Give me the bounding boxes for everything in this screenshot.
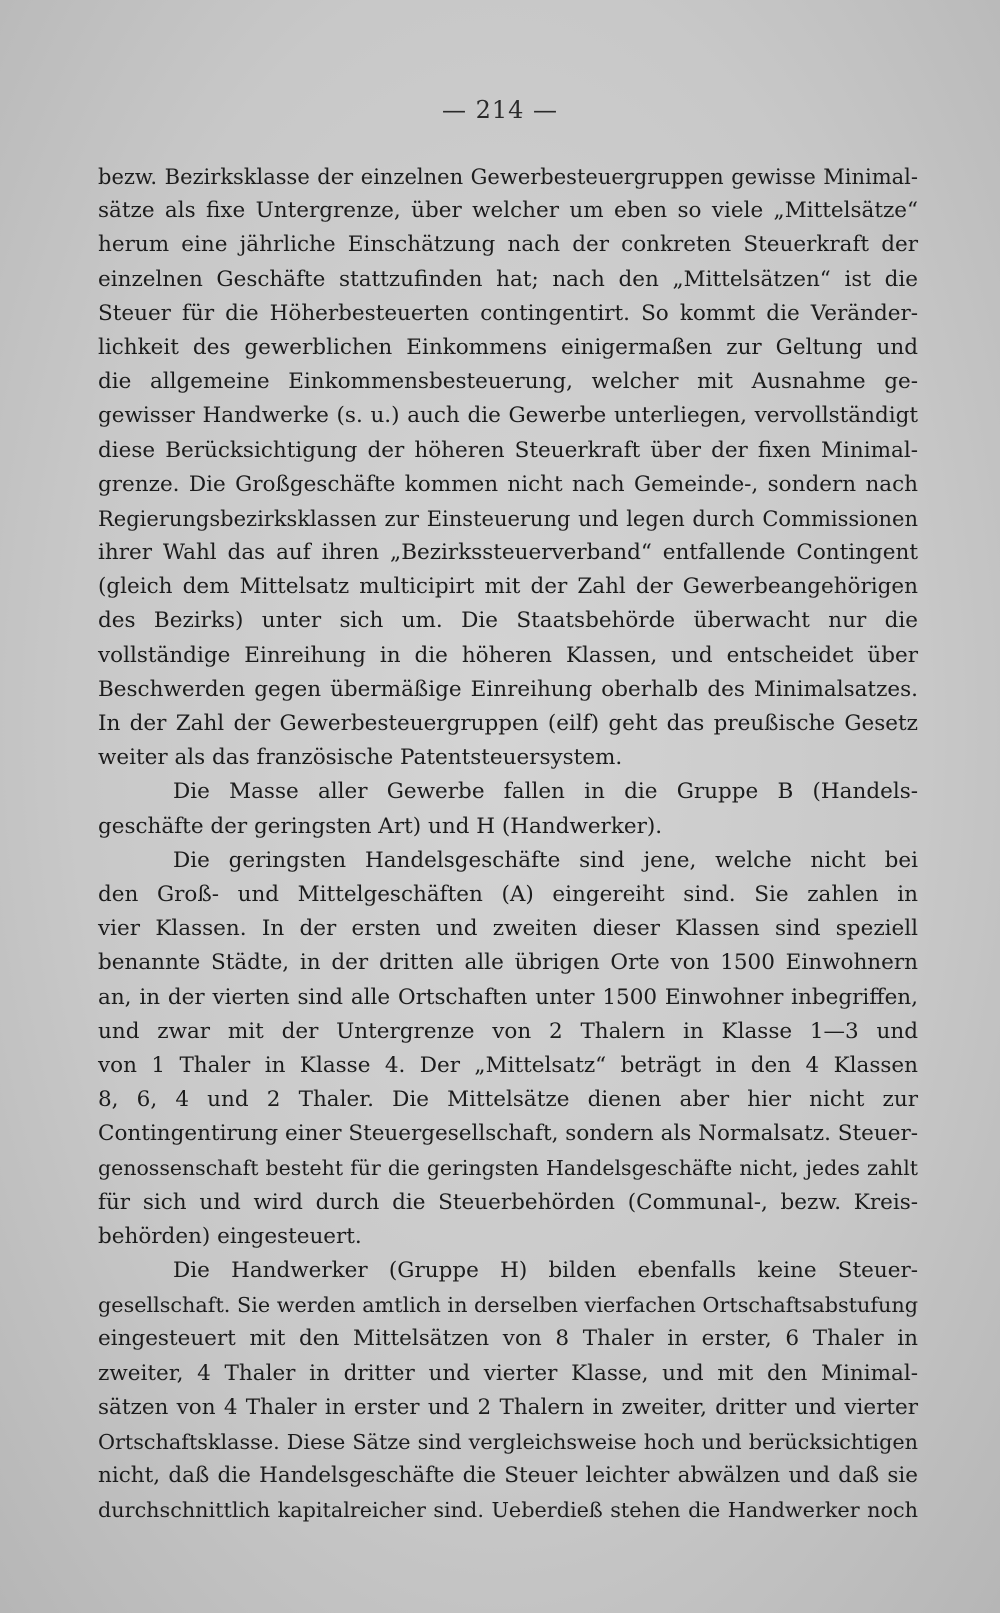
text-line: Die geringsten Handelsgeschäfte sind jene, welche nicht bei xyxy=(173,847,918,873)
text-line: Ortschaftsklasse. Diese Sätze sind vergleichsweise hoch und berücksichtigen xyxy=(98,1429,918,1454)
text-line: diese Berücksichtigung der höheren Steuerkraft über der fixen Minimal- xyxy=(98,437,918,463)
text-line: sätzen von 4 Thaler in erster und 2 Thalern in zweiter, dritter und vierter xyxy=(98,1394,918,1420)
text-line: Regierungsbezirksklassen zur Einsteuerung und legen durch Commissionen xyxy=(98,506,918,531)
text-line: die allgemeine Einkommensbesteuerung, welcher mit Ausnahme ge- xyxy=(98,369,918,395)
text-line: nicht, daß die Handelsgeschäfte die Steuer leichter abwälzen und daß sie xyxy=(98,1463,918,1489)
text-line: gesellschaft. Sie werden amtlich in derselben vierfachen Ortschaftsabstufung xyxy=(98,1293,919,1318)
text-line: Steuer für die Höherbesteuerten contingentirt. So kommt die Veränder- xyxy=(98,300,918,326)
text-line: Beschwerden gegen übermäßige Einreihung oberhalb des Minimalsatzes. xyxy=(98,676,918,702)
text-line: von 1 Thaler in Klasse 4. Der „Mittelsatz“ beträgt in den 4 Klassen xyxy=(98,1052,918,1078)
text-line: den Groß- und Mittelgeschäften (A) eingereiht sind. Sie zahlen in xyxy=(98,881,918,907)
text-line: bezw. Bezirksklasse der einzelnen Gewerbesteuergruppen gewisse Minimal- xyxy=(98,165,918,189)
text-line: 8, 6, 4 und 2 Thaler. Die Mittelsätze dienen aber hier nicht zur xyxy=(98,1087,918,1113)
text-line: vier Klassen. In der ersten und zweiten dieser Klassen sind speziell xyxy=(98,916,918,942)
text-line: gewisser Handwerke (s. u.) auch die Gewerbe unterliegen, vervollständigt xyxy=(98,403,918,429)
text-line: genossenschaft besteht für die geringsten Handelsgeschäfte nicht, jedes zahlt xyxy=(98,1156,918,1181)
text-line: grenze. Die Großgeschäfte kommen nicht nach Gemeinde-, sondern nach xyxy=(98,471,918,497)
text-line: In der Zahl der Gewerbesteuergruppen (eilf) geht das preußische Gesetz xyxy=(98,711,918,736)
text-line: des Bezirks) unter sich um. Die Staatsbehörde überwacht nur die xyxy=(98,608,918,634)
text-line: und zwar mit der Untergrenze von 2 Thalern in Klasse 1—3 und xyxy=(98,1018,918,1044)
text-line: Die Handwerker (Gruppe H) bilden ebenfalls keine Steuer- xyxy=(173,1258,918,1283)
text-line: an, in der vierten sind alle Ortschaften unter 1500 Einwohner inbegriffen, xyxy=(98,984,918,1010)
text-line: weiter als das französische Patentsteuersystem. xyxy=(98,745,623,771)
text-line: für sich und wird durch die Steuerbehörden (Communal-, bezw. Kreis- xyxy=(98,1189,918,1215)
text-line: durchschnittlich kapitalreicher sind. Ueberdieß stehen die Handwerker noch xyxy=(98,1498,918,1523)
text-line: Die Masse aller Gewerbe fallen in die Gruppe B (Handels- xyxy=(173,779,918,805)
body-text xyxy=(98,160,918,1528)
text-line: lichkeit des gewerblichen Einkommens einigermaßen zur Geltung und xyxy=(98,334,918,360)
text-line: ihrer Wahl das auf ihren „Bezirkssteuerverband“ entfallende Contingent xyxy=(98,540,918,566)
text-line: benannte Städte, in der dritten alle übrigen Orte von 1500 Einwohnern xyxy=(98,950,918,976)
text-line: behörden) eingesteuert. xyxy=(98,1223,362,1249)
text-line: vollständige Einreihung in die höheren Klassen, und entscheidet über xyxy=(98,642,918,668)
text-line: geschäfte der geringsten Art) und H (Handwerker). xyxy=(98,813,663,839)
page-number: — 214 — xyxy=(441,96,559,124)
text-line: sätze als fixe Untergrenze, über welcher um eben so viele „Mittelsätze“ xyxy=(98,198,918,224)
text-line: zweiter, 4 Thaler in dritter und vierter Klasse, und mit den Minimal- xyxy=(98,1360,918,1386)
text-line: (gleich dem Mittelsatz multicipirt mit der Zahl der Gewerbeangehörigen xyxy=(98,574,918,600)
text-line: einzelnen Geschäfte stattzufinden hat; nach den „Mittelsätzen“ ist die xyxy=(98,266,918,292)
text-line: eingesteuert mit den Mittelsätzen von 8 Thaler in erster, 6 Thaler in xyxy=(98,1326,918,1352)
text-line: Contingentirung einer Steuergesellschaft, sondern als Normalsatz. Steuer- xyxy=(98,1121,918,1147)
text-line: herum eine jährliche Einschätzung nach der conkreten Steuerkraft der xyxy=(98,232,918,258)
